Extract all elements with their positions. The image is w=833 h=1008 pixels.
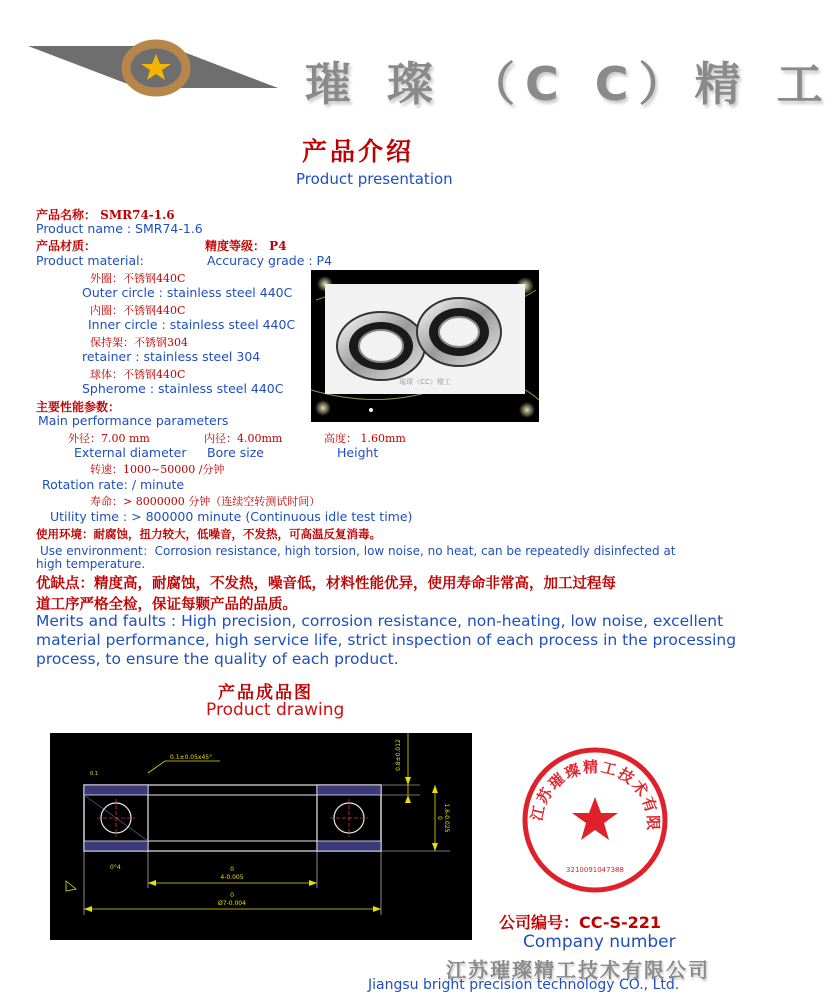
material-en: Product material: <box>36 253 144 268</box>
merits-cn-line1: 优缺点：精度高，耐腐蚀，不发热，噪音低，材料性能优异，使用寿命非常高，加工过程每 <box>36 575 616 592</box>
od-cn: 外径：7.00 mm <box>68 432 150 445</box>
retainer-en: retainer : stainless steel 304 <box>82 349 261 364</box>
drawing-title-en: Product drawing <box>206 700 345 720</box>
company-logo <box>28 30 288 100</box>
dim-chamfer: 0.1±0.05x45° <box>170 754 213 761</box>
perf-en: Main performance parameters <box>38 413 229 428</box>
dim-small: 0.1 <box>90 771 98 777</box>
outer-cn: 外圈：不锈钢440C <box>90 272 186 285</box>
product-name-cn: 产品名称： SMR74-1.6 <box>36 208 175 222</box>
env-en-line2: high temperature. <box>36 557 146 571</box>
env-en-line1: Use environment：Corrosion resistance, high torsion, low noise, no heat, can be repeatedly disinfected at <box>40 544 676 558</box>
seal-number: 3210091047388 <box>566 866 624 874</box>
merits-en-line2: material performance, high service life, strict inspection of each process in the processing <box>36 631 737 649</box>
grade-en: Accuracy grade : P4 <box>207 253 333 268</box>
od-en: External diameter <box>74 445 187 460</box>
height-cn: 高度： 1.60mm <box>324 432 406 445</box>
product-name-en: Product name : SMR74-1.6 <box>36 221 203 236</box>
sphere-en: Spherome : stainless steel 440C <box>82 381 284 396</box>
dim-bore: 4-0.005 <box>220 874 244 881</box>
bore-en: Bore size <box>207 445 264 460</box>
grade-cn: 精度等级： P4 <box>205 239 287 253</box>
height-en: Height <box>337 445 379 460</box>
company-seal <box>520 745 670 895</box>
inner-cn: 内圈：不锈钢440C <box>90 304 186 317</box>
page-title: 产品介绍 <box>302 137 415 166</box>
brand-name: 璀 璨 （C C）精 工 <box>305 57 833 111</box>
material-cn: 产品材质： <box>36 239 97 253</box>
dim-right: 1.6-0.025 <box>443 803 450 833</box>
merits-en-line1: Merits and faults : High precision, corrosion resistance, non-heating, low noise, excellent <box>36 612 724 630</box>
life-en: Utility time : > 800000 minute (Continuous idle test time) <box>50 509 413 524</box>
photo-caption: 璀璨（CC）精工 <box>399 378 451 386</box>
company-code: 公司编号：CC-S-221 <box>499 913 662 932</box>
dim-angle: 0°4 <box>110 864 121 871</box>
bore-cn: 内径：4.00mm <box>204 432 283 445</box>
dim-od: Ø7-0.004 <box>218 900 246 907</box>
dim-od-top: 0 <box>230 892 234 899</box>
cad-drawing <box>50 733 472 940</box>
inner-en: Inner circle : stainless steel 440C <box>88 317 296 332</box>
page-subtitle: Product presentation <box>296 170 453 188</box>
company-name-cn: 江苏璀璨精工技术有限公司 <box>446 958 710 982</box>
speed-en: Rotation rate: / minute <box>42 477 185 492</box>
drawing-title-cn: 产品成品图 <box>218 683 313 703</box>
merits-en-line3: process, to ensure the quality of each product. <box>36 650 399 668</box>
dim-height: 0.8±0.012 <box>395 739 402 771</box>
speed-cn: 转速：1000~50000 /分钟 <box>90 463 225 476</box>
seal-text: 江苏璀璨精工技术有限 <box>527 757 663 833</box>
company-code-en: Company number <box>523 932 676 952</box>
retainer-cn: 保持架：不锈钢304 <box>90 336 188 349</box>
outer-en: Outer circle : stainless steel 440C <box>82 285 293 300</box>
perf-cn: 主要性能参数： <box>36 400 121 414</box>
env-cn: 使用环境：耐腐蚀，扭力较大，低噪音，不发热，可高温反复消毒。 <box>36 527 381 541</box>
life-cn: 寿命：> 8000000 分钟（连续空转测试时间） <box>90 495 321 508</box>
dim-right-top: 0 <box>436 816 443 820</box>
product-photo <box>311 270 539 422</box>
dim-bore-top: 0 <box>230 866 234 873</box>
sphere-cn: 球体：不锈钢440C <box>90 368 186 381</box>
company-name-en: Jiangsu bright precision technology CO., Ltd. <box>368 977 680 993</box>
merits-cn-line2: 道工序严格全检，保证每颗产品的品质。 <box>36 596 297 613</box>
